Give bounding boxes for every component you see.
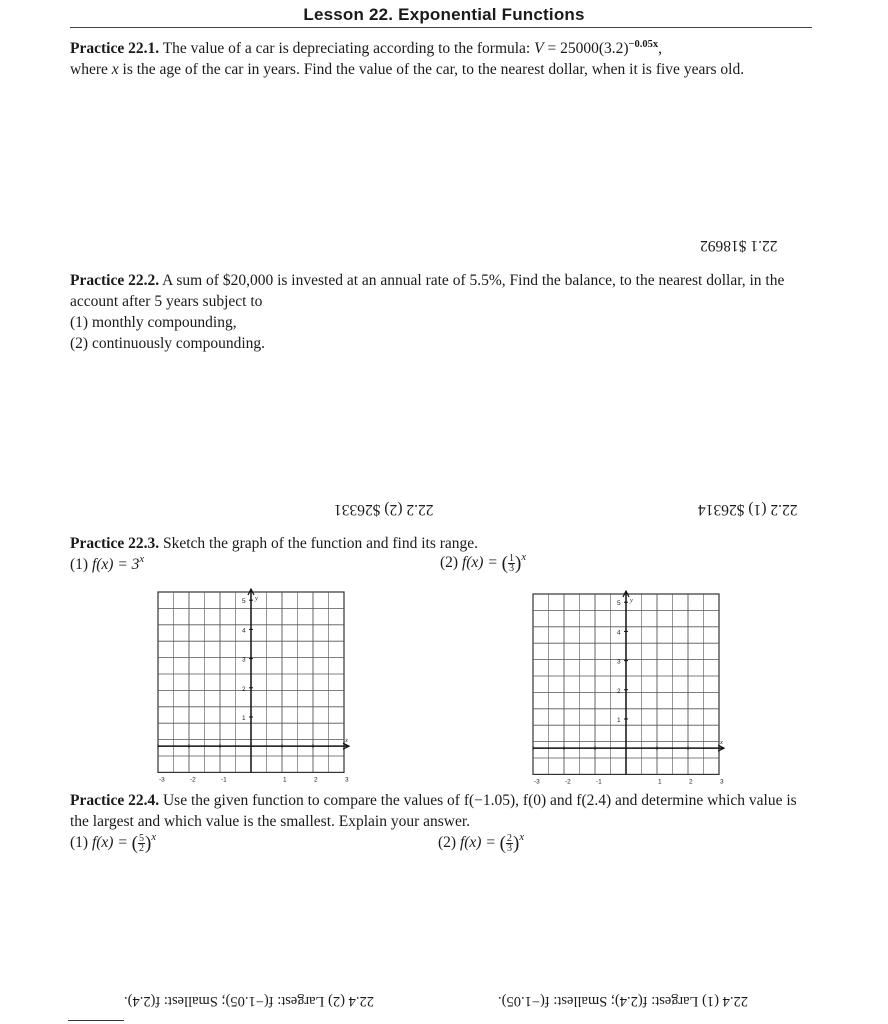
practice-22-4-f2: (2) f(x) = ( $\frac{2}{3}$ )$^x$ bbox=[438, 832, 524, 854]
y-tick-label: 4 bbox=[242, 627, 246, 635]
f2-denominator: 3 bbox=[509, 562, 514, 574]
practice-22-1 bbox=[70, 34, 812, 80]
practice-22-4 bbox=[70, 790, 812, 832]
y-tick-label: 2 bbox=[617, 687, 621, 695]
f1-prefix: (1) bbox=[70, 556, 92, 573]
title-rule bbox=[70, 27, 812, 28]
practice-22-3 bbox=[70, 533, 812, 554]
practice-22-3-f2: (2) f(x) = ( $\frac{1}{3}$ )$^x$ bbox=[440, 552, 526, 574]
p4-f2-fraction bbox=[506, 834, 513, 853]
p4-f1-body: f(x) = bbox=[91, 834, 132, 851]
p4-f1-fraction bbox=[138, 834, 145, 853]
f2-numerator: 1 bbox=[509, 552, 514, 564]
answer-22-4-2: 22.4 (2) Largest: f(−1.05); Smallest: f(2.4). bbox=[124, 993, 374, 1009]
p4-f2-denominator: 3 bbox=[507, 842, 512, 854]
p4-f1-denominator: 2 bbox=[139, 842, 144, 854]
practice-22-4-text: Use the given function to compare the values of f(−1.05), f(0) and f(2.4) and determine which value is the largest and which value is the smallest. Explain your answer. bbox=[70, 792, 797, 830]
p4-f2-prefix: (2) bbox=[438, 834, 460, 851]
x-tick-label: 1 bbox=[658, 778, 662, 786]
practice-22-2-item-2: (2) continuously compounding. bbox=[70, 335, 266, 352]
x-tick-label: -3 bbox=[159, 776, 165, 784]
practice-22-4-f1: (1) f(x) = ( $\frac{5}{2}$ )$^x$ bbox=[70, 832, 156, 854]
practice-22-1-line2-b: is the age of the car in years. Find the value of the car, to the nearest dollar, when it is five years old. bbox=[118, 61, 745, 78]
practice-22-3-f1 bbox=[70, 554, 144, 574]
p4-f1-prefix: (1) bbox=[70, 834, 92, 851]
p4-f2-body: f(x) = bbox=[459, 834, 500, 851]
f2-fraction bbox=[508, 554, 515, 573]
x-tick-label: 2 bbox=[689, 778, 693, 786]
y-tick-label: 1 bbox=[617, 716, 621, 724]
y-tick-label: 1 bbox=[242, 714, 246, 722]
f2-exponent: x bbox=[521, 552, 526, 563]
x-tick-label: -1 bbox=[221, 776, 227, 784]
formula-v: V bbox=[534, 40, 544, 57]
graph-grid-1[interactable] bbox=[150, 588, 355, 788]
p4-f1-numerator: 5 bbox=[139, 832, 144, 844]
f1-body: f(x) = 3 bbox=[91, 556, 140, 573]
answer-22-2-2: 22.2 (2) $26331 bbox=[334, 501, 434, 518]
x-axis-label: x bbox=[345, 737, 348, 745]
practice-22-1-text: The value of a car is depreciating according to the formula: bbox=[162, 40, 535, 57]
y-axis-label: y bbox=[630, 597, 633, 604]
y-tick-label: 5 bbox=[617, 600, 621, 608]
y-tick-label: 3 bbox=[617, 658, 621, 666]
answer-22-2-1: 22.2 (1) $26314 bbox=[698, 501, 798, 518]
p4-f2-exponent: x bbox=[519, 832, 524, 843]
x-tick-label: 1 bbox=[283, 776, 287, 784]
practice-22-2-item-1: (1) monthly compounding, bbox=[70, 314, 237, 331]
x-tick-label: 3 bbox=[720, 778, 724, 786]
practice-22-2-label: Practice 22.2. bbox=[70, 272, 160, 289]
f1-exponent: x bbox=[139, 554, 145, 565]
practice-22-1-x: x bbox=[111, 61, 119, 78]
graph-grid-2[interactable] bbox=[525, 590, 730, 790]
practice-22-1-line2-a: where bbox=[70, 61, 112, 78]
x-tick-label: 3 bbox=[345, 776, 349, 784]
y-tick-label: 2 bbox=[242, 685, 246, 693]
f2-prefix: (2) bbox=[440, 554, 462, 571]
page-title: Lesson 22. Exponential Functions bbox=[303, 5, 585, 24]
x-tick-label: -2 bbox=[190, 776, 196, 784]
practice-22-3-text: Sketch the graph of the function and find its range. bbox=[162, 535, 479, 552]
p4-f2-numerator: 2 bbox=[507, 832, 512, 844]
x-tick-label: -3 bbox=[534, 778, 540, 786]
answer-22-1: 22.1 $18692 bbox=[700, 237, 778, 254]
y-tick-label: 4 bbox=[617, 629, 621, 637]
footer-rule bbox=[68, 1020, 124, 1021]
formula-body: = 25000(3.2) bbox=[543, 40, 629, 57]
y-axis-label: y bbox=[255, 595, 258, 602]
practice-22-1-comma: , bbox=[658, 40, 663, 57]
y-tick-label: 3 bbox=[242, 656, 246, 664]
practice-22-2-text: A sum of $20,000 is invested at an annual rate of 5.5%, Find the balance, to the nearest dollar, in the account after 5 years subject to bbox=[70, 272, 785, 310]
x-tick-label: 2 bbox=[314, 776, 318, 784]
formula-exponent: −0.05x bbox=[628, 39, 659, 50]
y-tick-label: 5 bbox=[242, 598, 246, 606]
answer-22-4-1: 22.4 (1) Largest: f(2.4); Smallest: f(−1.05). bbox=[498, 993, 748, 1009]
f2-body: f(x) = bbox=[461, 554, 502, 571]
x-axis-label: x bbox=[720, 739, 723, 747]
practice-22-1-label: Practice 22.1. bbox=[70, 40, 160, 57]
x-tick-label: -1 bbox=[596, 778, 602, 786]
practice-22-3-label: Practice 22.3. bbox=[70, 535, 160, 552]
x-tick-label: -2 bbox=[565, 778, 571, 786]
practice-22-2 bbox=[70, 270, 812, 354]
practice-22-4-label: Practice 22.4. bbox=[70, 792, 160, 809]
p4-f1-exponent: x bbox=[151, 832, 156, 843]
